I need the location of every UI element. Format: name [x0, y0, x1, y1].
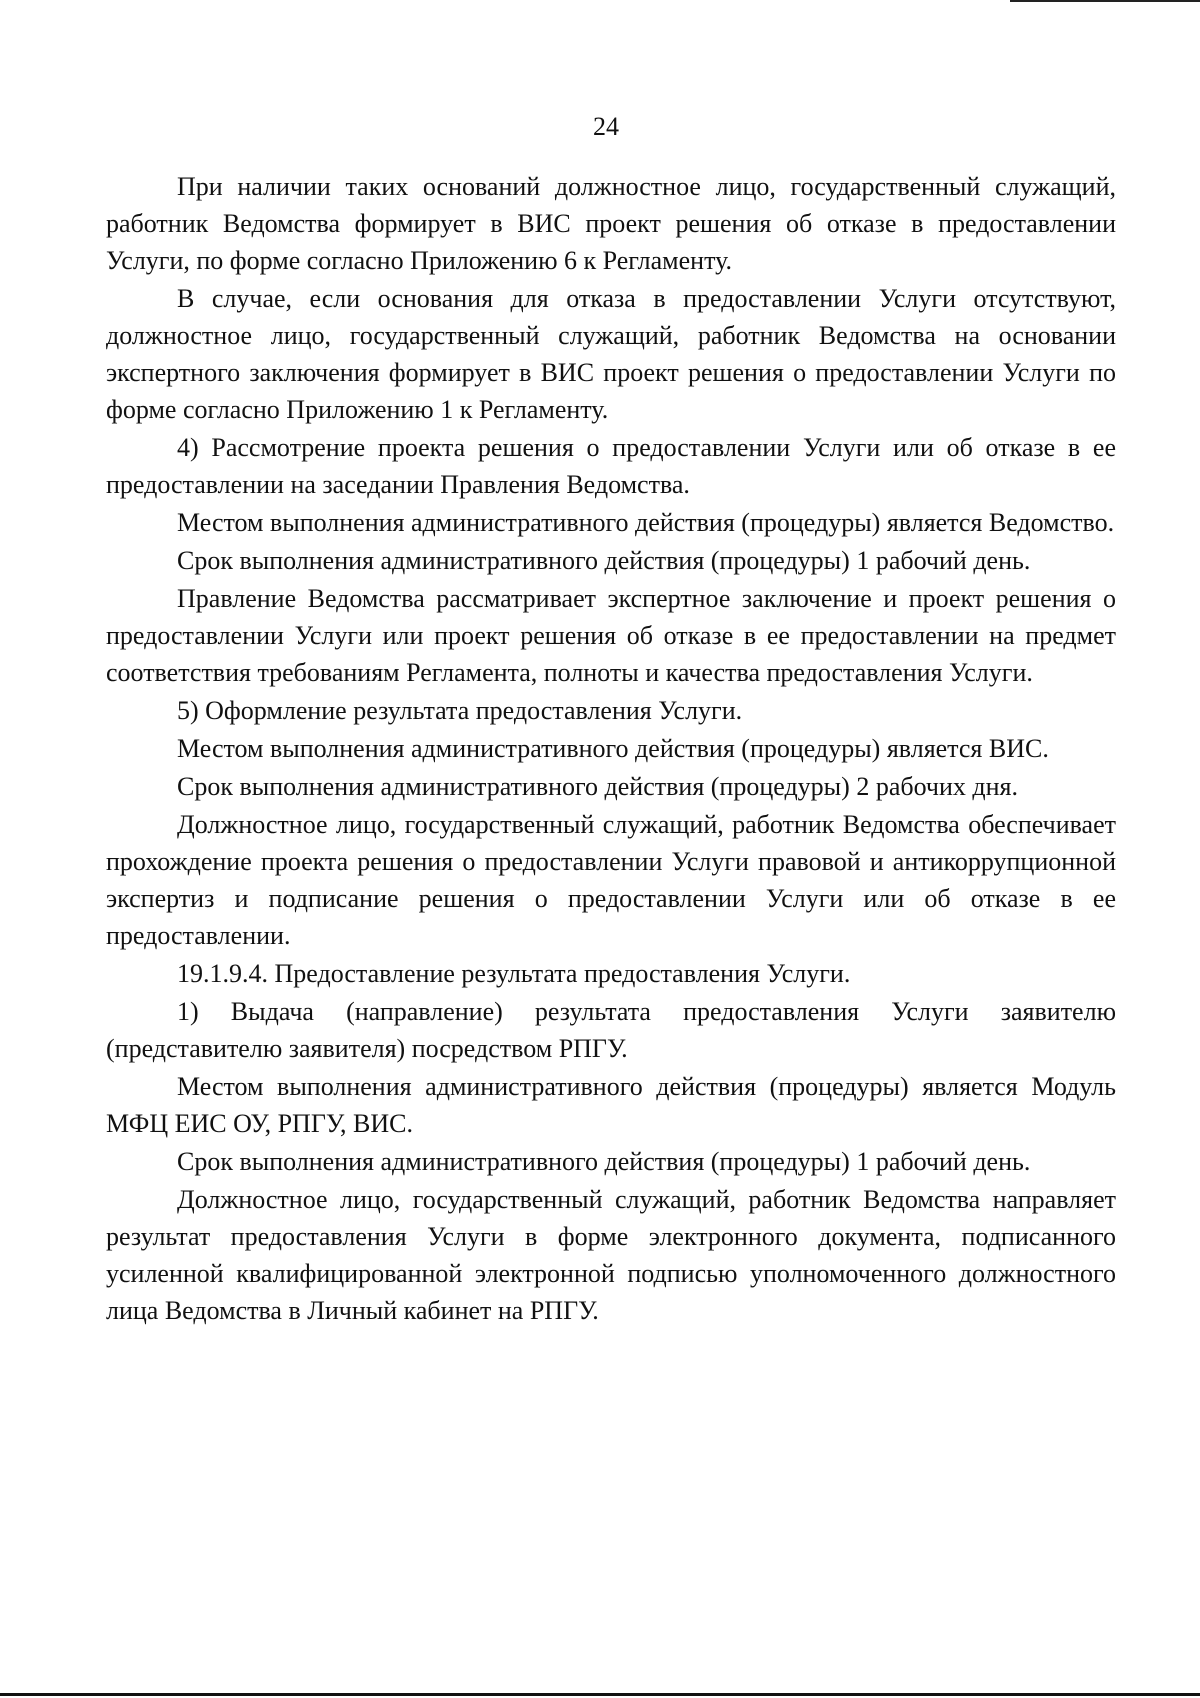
paragraph-step-5-place: Местом выполнения административного действия (процедуры) является ВИС.: [177, 734, 1049, 763]
paragraph-step-4-heading: 4) Рассмотрение проекта решения о предоставлении Услуги или об отказе в ее предоставлении на заседании Правления Ведомства.: [106, 433, 1116, 499]
paragraph-expertise: Должностное лицо, государственный служащий, работник Ведомства обеспечивает прохождение проекта решения о предоставлении Услуги правовой и антикоррупционной экспертиз и подписание решения о предоставлении Услуги или об отказе в ее предоставлении.: [106, 810, 1116, 950]
paragraph-no-grounds: В случае, если основания для отказа в предоставлении Услуги отсутствуют, должностное лицо, государственный служащий, работник Ведомства на основании экспертного заключения формирует в ВИС проект решения о предоставлении Услуги по форме согласно Приложению 1 к Регламенту.: [106, 284, 1116, 424]
paragraph-delivery-term: Срок выполнения административного действия (процедуры) 1 рабочий день.: [177, 1147, 1031, 1176]
paragraph-step-4-term: Срок выполнения административного действия (процедуры) 1 рабочий день.: [177, 546, 1031, 575]
paragraph-board-review: Правление Ведомства рассматривает экспертное заключение и проект решения о предоставлении Услуги или проект решения об отказе в ее предоставлении на предмет соответствия требованиям Регламента, полноты и качества предоставления Услуги.: [106, 584, 1116, 687]
paragraph-step-5-term: Срок выполнения административного действия (процедуры) 2 рабочих дня.: [177, 772, 1019, 801]
paragraph-grounds-refusal: При наличии таких оснований должностное лицо, государственный служащий, работник Ведомства формирует в ВИС проект решения об отказе в предоставлении Услуги, по форме согласно Приложению 6 к Регламенту.: [106, 172, 1116, 275]
paragraph-delivery-place: Местом выполнения административного действия (процедуры) является Модуль МФЦ ЕИС ОУ, РПГУ, ВИС.: [106, 1072, 1116, 1138]
paragraph-step-4-place: Местом выполнения административного действия (процедуры) является Ведомство.: [177, 508, 1115, 537]
paragraph-delivery-heading: 1) Выдача (направление) результата предоставления Услуги заявителю (представителю заявителя) посредством РПГУ.: [106, 997, 1116, 1063]
paragraph-step-5-heading: 5) Оформление результата предоставления Услуги.: [177, 696, 743, 725]
page-number: 24: [593, 112, 619, 141]
paragraph-electronic-document: Должностное лицо, государственный служащий, работник Ведомства направляет результат предоставления Услуги в форме электронного документа, подписанного усиленной квалифицированной электронной подписью уполномоченного должностного лица Ведомства в Личный кабинет на РПГУ.: [106, 1185, 1116, 1325]
scan-edge-line-top: [1010, 0, 1200, 2]
scan-edge-line-bottom: [0, 1693, 1200, 1696]
paragraph-section-19-1-9-4: 19.1.9.4. Предоставление результата предоставления Услуги.: [177, 959, 851, 988]
document-body: [106, 168, 1116, 1329]
